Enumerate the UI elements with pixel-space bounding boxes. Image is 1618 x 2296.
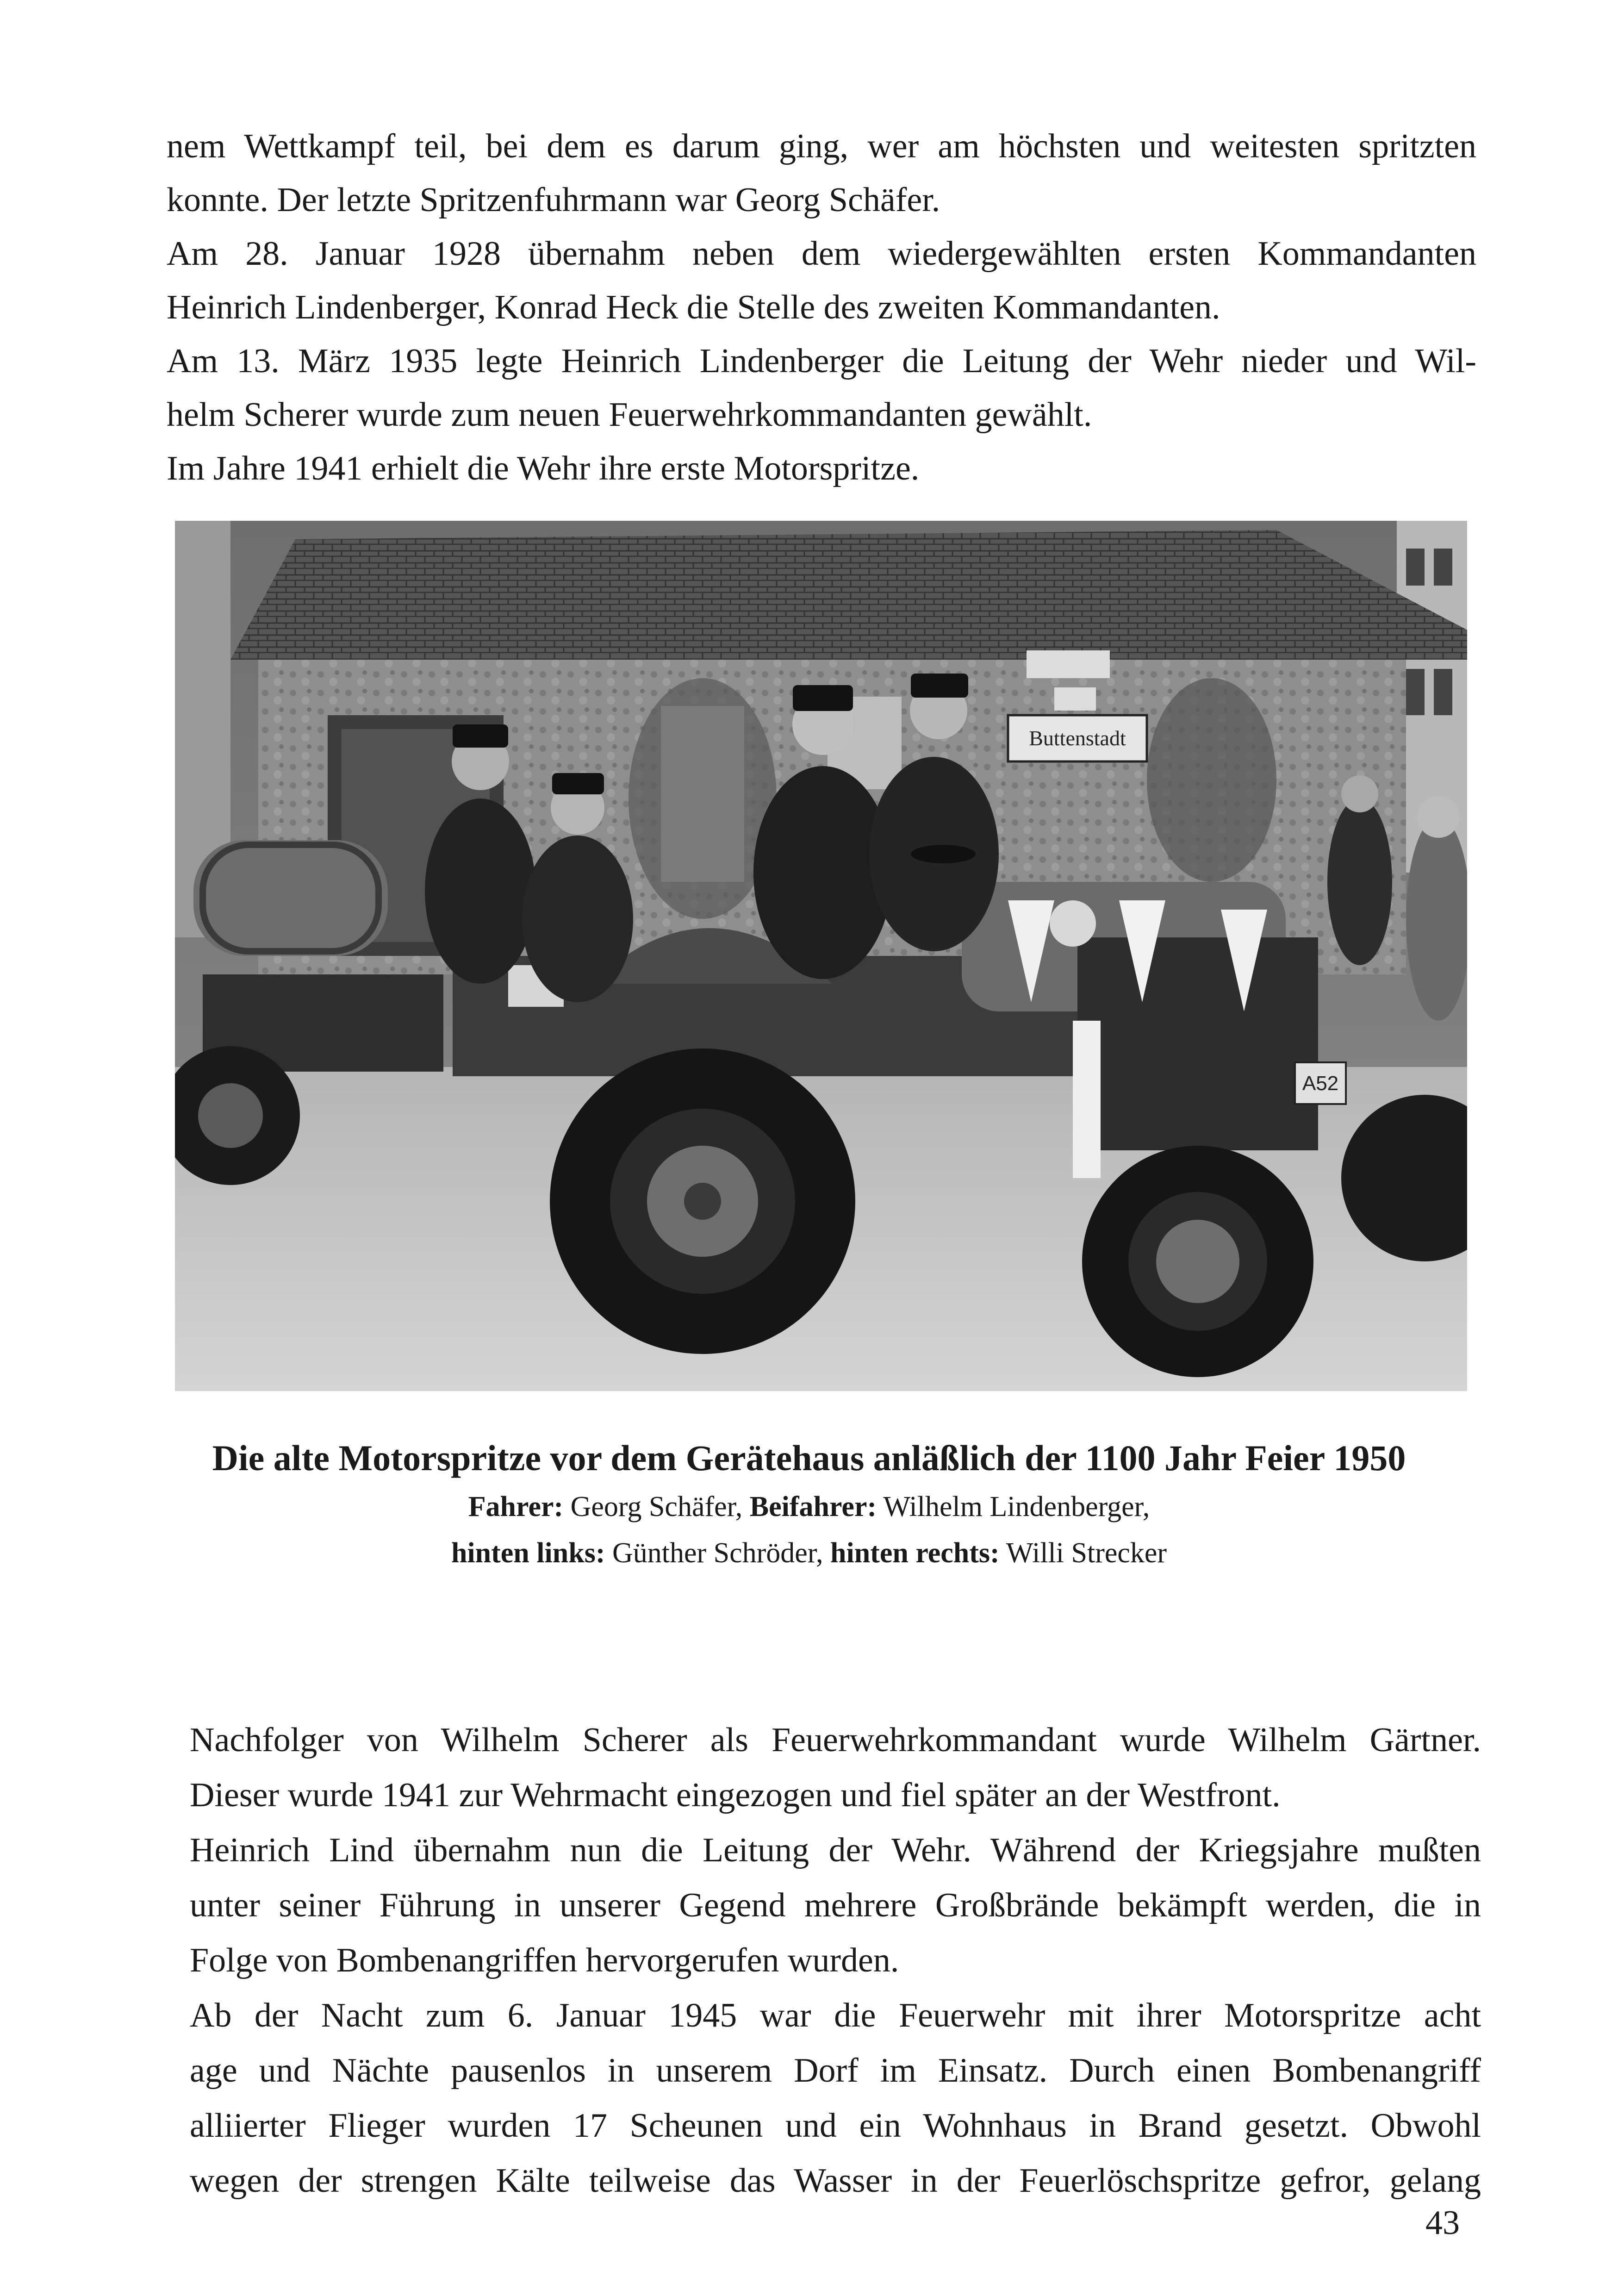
bottom-text-block [190, 1713, 1481, 2209]
direction-sign: Buttenstadt [1029, 726, 1126, 750]
caption-label: hinten links: [451, 1537, 605, 1569]
roof [230, 530, 1467, 660]
text-line: konnte. Der letzte Spritzenfuhrmann war Georg Schäfer. [167, 181, 940, 219]
text-line: Dieser wurde 1941 zur Wehrmacht eingezogen und fiel später an der Westfront. [190, 1776, 1281, 1814]
caption-label: Beifahrer: [749, 1491, 877, 1522]
text-line: Folge von Bombenangriffen hervorgerufen wurden. [190, 1941, 899, 1979]
text-line: helm Scherer wurde zum neuen Feuerwehrkommandanten gewählt. [167, 396, 1092, 434]
text-line: unter seiner Führung in unserer Gegend mehrere Großbrände bekämpft werden, die in [190, 1886, 1481, 1924]
text-line: wegen der strengen Kälte teilweise das Wasser in der Feuerlöschspritze gefror, gelang [190, 2162, 1481, 2200]
photo-caption-title: Die alte Motorspritze vor dem Gerätehaus anläßlich der 1100 Jahr Feier 1950 [212, 1438, 1406, 1478]
caption-value: Georg Schäfer, [563, 1491, 750, 1522]
caption-label: hinten rechts: [830, 1537, 1000, 1569]
text-line: alliierter Flieger wurden 17 Scheunen und ein Wohnhaus in Brand gesetzt. Obwohl [190, 2107, 1481, 2145]
caption-value: Willi Strecker [999, 1537, 1167, 1569]
text-line: Ab der Nacht zum 6. Januar 1945 war die Feuerwehr mit ihrer Motorspritze acht [190, 1997, 1481, 2034]
caption-value: Günther Schröder, [605, 1537, 830, 1569]
license-plate: A52 [1302, 1072, 1339, 1095]
text-line: Am 13. März 1935 legte Heinrich Lindenberger die Leitung der Wehr nieder und Wil- [167, 342, 1476, 380]
top-text-block [167, 119, 1476, 495]
caption-value: Wilhelm Lindenberger, [877, 1491, 1150, 1522]
text-line: Am 28. Januar 1928 übernahm neben dem wiedergewählten ersten Kommandanten [167, 235, 1476, 273]
text-line: Im Jahre 1941 erhielt die Wehr ihre erste Motorspritze. [167, 449, 920, 487]
text-line: nem Wettkampf teil, bei dem es darum ging, wer am höchsten und weitesten spritzten [167, 127, 1476, 165]
text-line: Heinrich Lind übernahm nun die Leitung der Wehr. Während der Kriegsjahre mußten [190, 1831, 1481, 1869]
photo-caption-credits-2 [0, 1537, 1618, 1570]
photo-caption-credits-1 [0, 1491, 1618, 1523]
caption-label: Fahrer: [468, 1491, 564, 1522]
text-line: Heinrich Lindenberger, Konrad Heck die Stelle des zweiten Kommandanten. [167, 288, 1220, 326]
hose-reel [193, 840, 388, 956]
text-line: age und Nächte pausenlos in unserem Dorf im Einsatz. Durch einen Bombenangriff [190, 2052, 1481, 2090]
page-number: 43 [1425, 2204, 1460, 2242]
historic-photo [175, 521, 1467, 1391]
text-line: Nachfolger von Wilhelm Scherer als Feuerwehrkommandant wurde Wilhelm Gärtner. [190, 1721, 1481, 1759]
